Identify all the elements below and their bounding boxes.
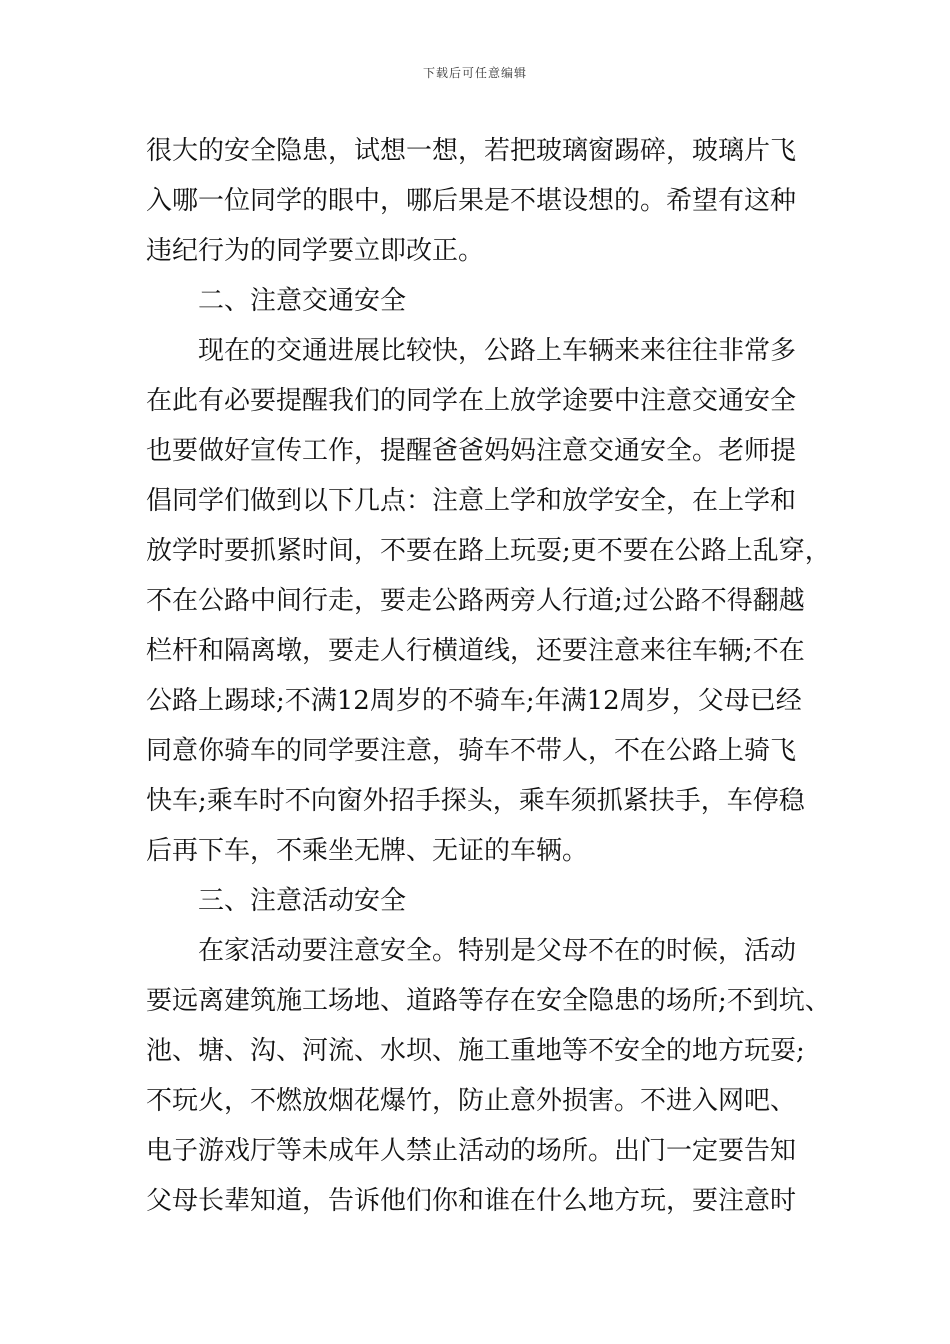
section-heading: 二、注意交通安全 — [198, 286, 407, 316]
text-line: 在此有必要提醒我们的同学在上放学途要中注意交通安全 — [146, 386, 797, 416]
text-line: 后再下车，不乘坐无牌、无证的车辆。 — [146, 836, 589, 866]
document-body — [146, 126, 831, 1226]
text-line: 栏杆和隔离墩，要走人行横道线，还要注意来往车辆;不在 — [146, 636, 805, 666]
page-header: 下载后可任意编辑 — [422, 66, 527, 80]
text-line: 快车;乘车时不向窗外招手探头，乘车须抓紧扶手，车停稳 — [146, 786, 805, 816]
text-line: 池、塘、沟、河流、水坝、施工重地等不安全的地方玩耍; — [146, 1036, 805, 1066]
paragraph-first-line: 在家活动要注意安全。特别是父母不在的时候，活动 — [198, 936, 797, 966]
text-line: 入哪一位同学的眼中，哪后果是不堪设想的。希望有这种 — [146, 186, 797, 216]
text-line: 也要做好宣传工作，提醒爸爸妈妈注意交通安全。老师提 — [146, 436, 797, 466]
text-line: 不在公路中间行走，要走公路两旁人行道;过公路不得翻越 — [146, 586, 805, 616]
text-line: 电子游戏厅等未成年人禁止活动的场所。出门一定要告知 — [146, 1136, 797, 1166]
text-line: 倡同学们做到以下几点：注意上学和放学安全，在上学和 — [146, 486, 797, 516]
paragraph-first-line: 现在的交通进展比较快，公路上车辆来来往往非常多 — [198, 336, 797, 366]
text-line: 同意你骑车的同学要注意，骑车不带人，不在公路上骑飞 — [146, 736, 797, 766]
text-line: 很大的安全隐患，试想一想，若把玻璃窗踢碎，玻璃片飞 — [146, 136, 797, 166]
text-line: 违纪行为的同学要立即改正。 — [146, 236, 485, 266]
text-line: 不玩火，不燃放烟花爆竹，防止意外损害。不进入网吧、 — [146, 1086, 797, 1116]
text-line: 要远离建筑施工场地、道路等存在安全隐患的场所;不到坑、 — [146, 986, 831, 1016]
text-line: 公路上踢球;不满12周岁的不骑车;年满12周岁，父母已经 — [146, 686, 802, 716]
text-line: 放学时要抓紧时间，不要在路上玩耍;更不要在公路上乱穿， — [146, 536, 831, 566]
text-line: 父母长辈知道，告诉他们你和谁在什么地方玩，要注意时 — [146, 1186, 797, 1216]
section-heading: 三、注意活动安全 — [198, 886, 407, 916]
